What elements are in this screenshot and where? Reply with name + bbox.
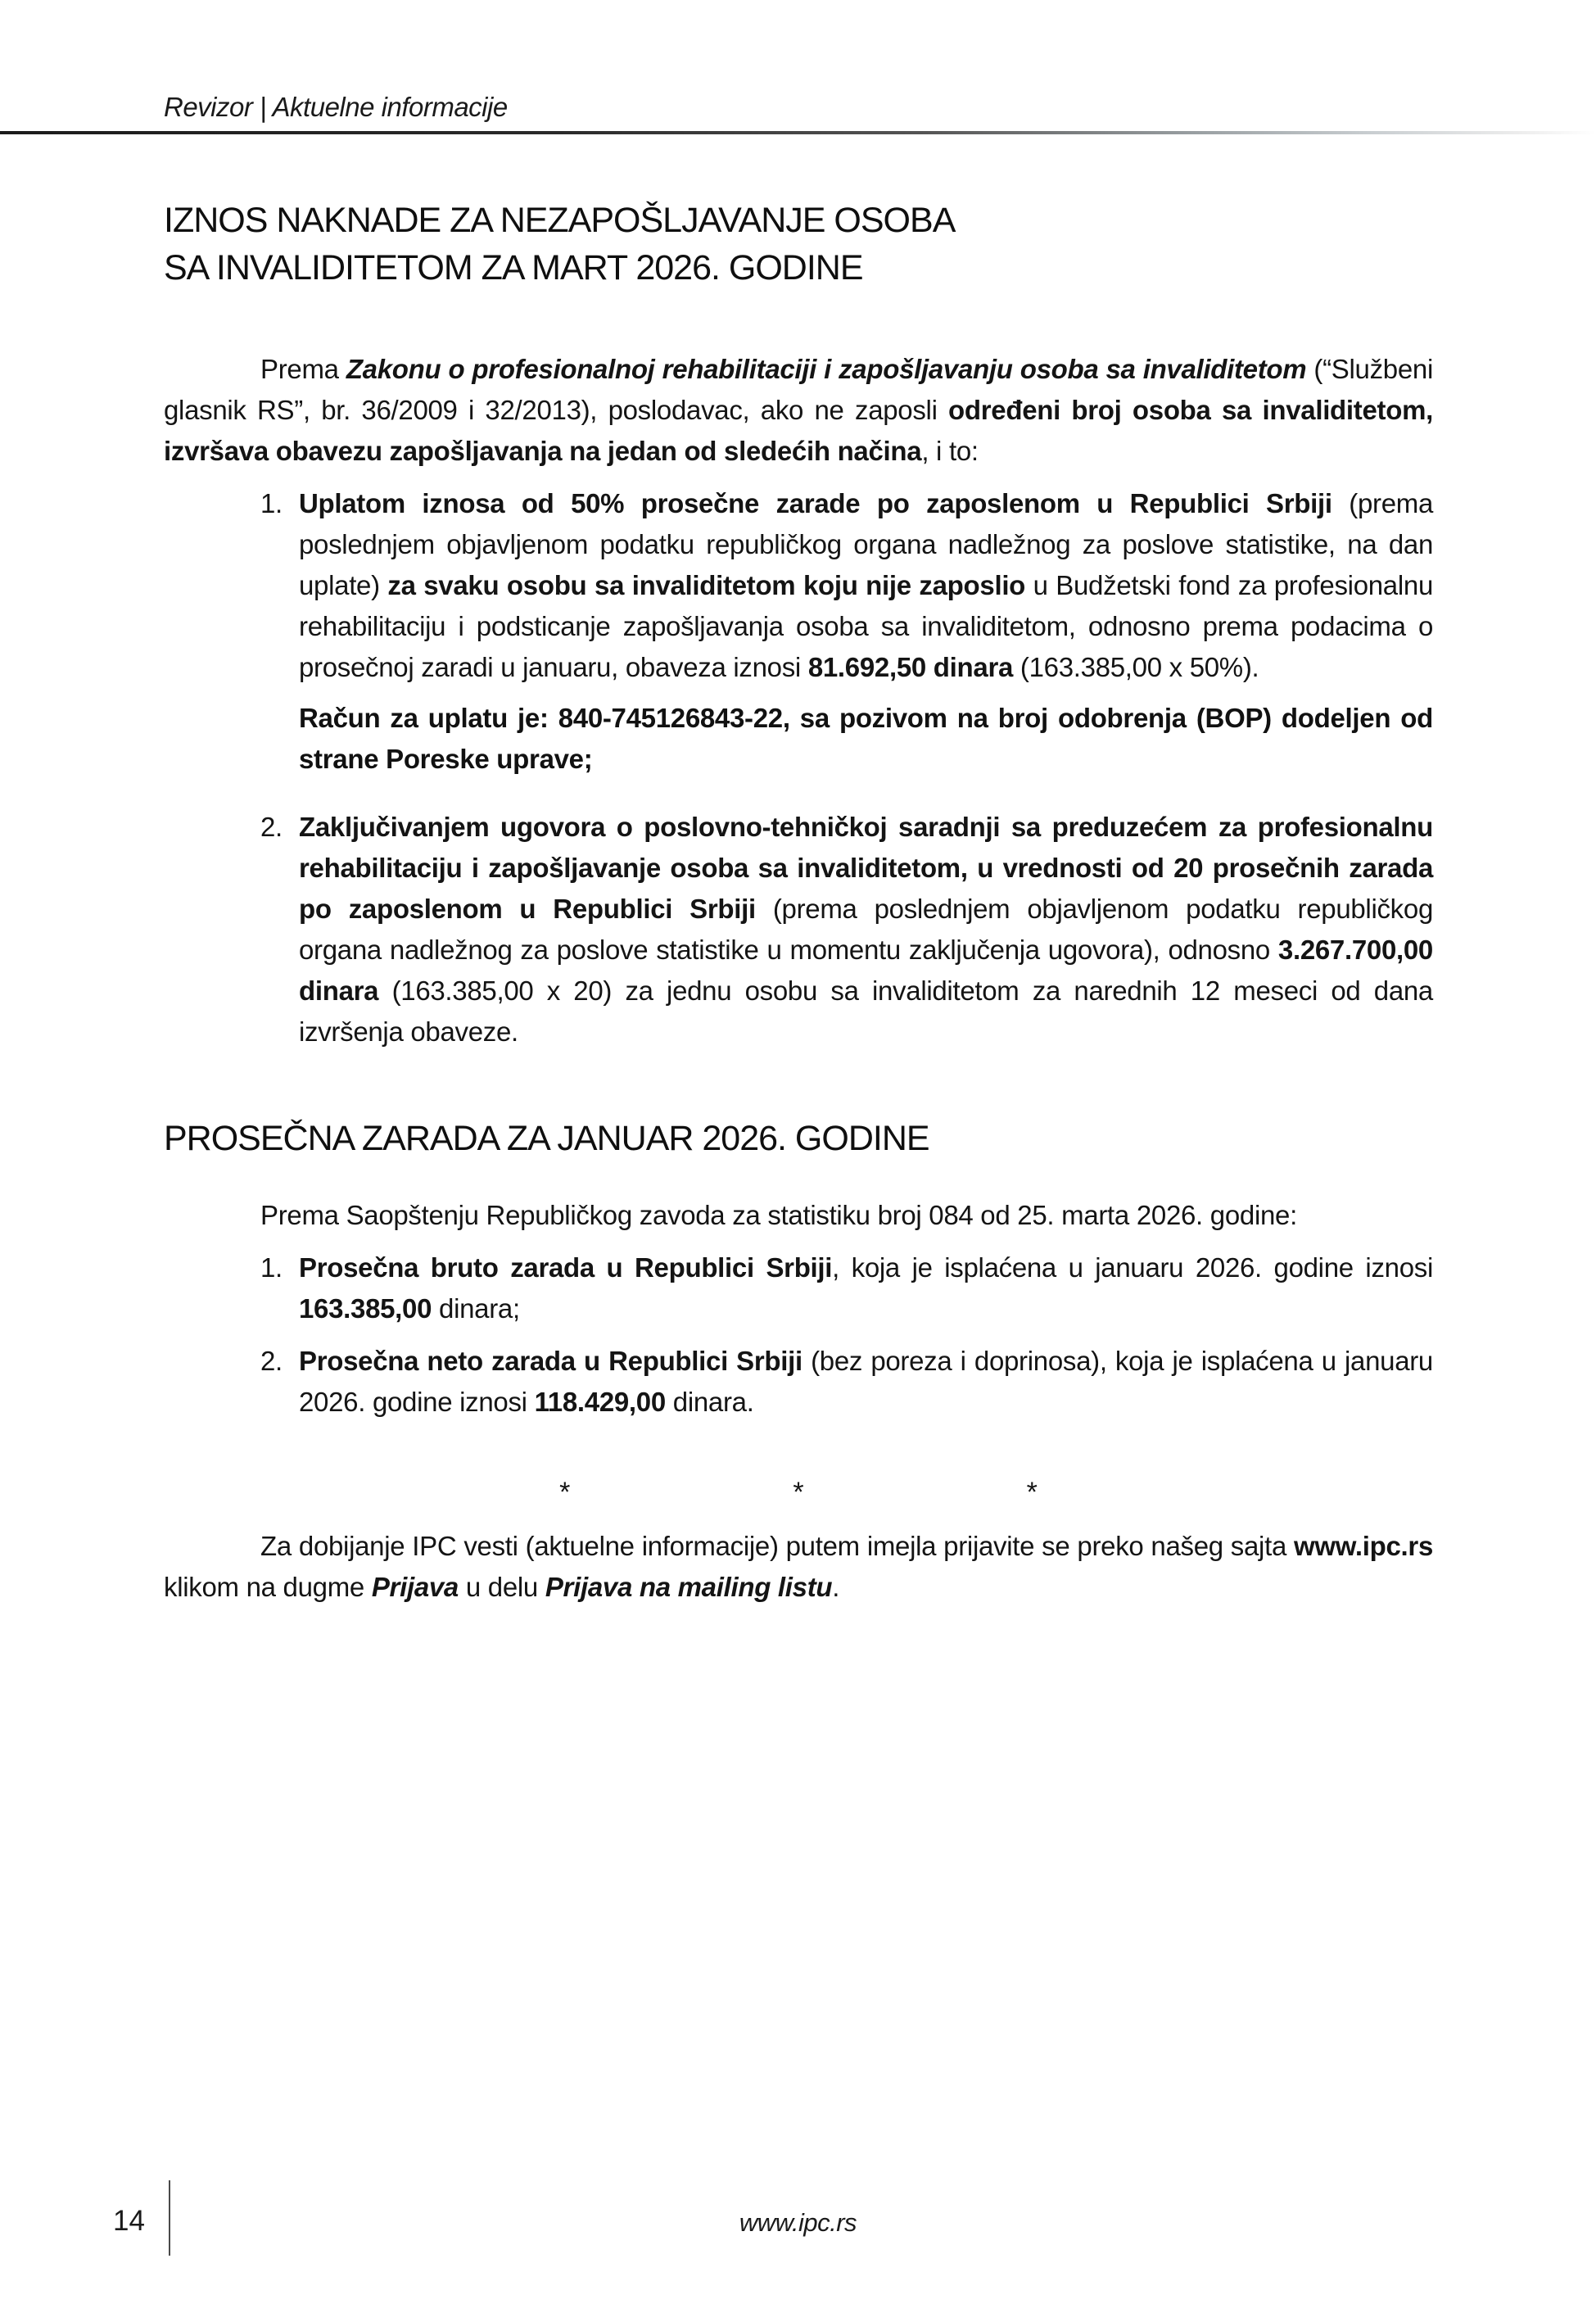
footer-site-url: www.ipc.rs [739, 2208, 857, 2237]
separator-asterisk: * [1026, 1477, 1038, 1508]
list-item-text: Uplatom iznosa od 50% prosečne zarade po zaposlenom u Republici Srbiji (prema poslednjem objavljenom podatku republičkog organa nadležnog za poslove statistike, na dan uplate) za svaku osobu sa invaliditetom koju nije zaposlio u Budžetski fond za profesionalnu rehabilitaciju i podsticanje zapošljavanja osoba sa invaliditetom, odnosno prema podacima o prosečnoj zaradi u januaru, obaveza iznosi 81.692,50 dinara (163.385,00 x 50%). [299, 488, 1433, 682]
running-header-text: Revizor | Aktuelne informacije [164, 92, 508, 122]
section-separator [164, 1472, 1433, 1513]
section1-heading-line2: SA INVALIDITETOM ZA MART 2026. GODINE [164, 248, 863, 287]
list-item-text: Prosečna bruto zarada u Republici Srbiji, koja je isplaćena u januaru 2026. godine iznosi 163.385,00 dinara; [299, 1252, 1433, 1324]
list-item-number: 2. [260, 812, 283, 842]
list-item-number: 1. [260, 1252, 283, 1283]
document-content [164, 0, 1433, 1608]
section1-intro-paragraph: Prema Zakonu o profesionalnoj rehabilitaciji i zapošljavanju osoba sa invaliditetom (“Službeni glasnik RS”, br. 36/2009 i 32/2013), poslodavac, ako ne zaposli određeni broj osoba sa invaliditetom, izvršava obavezu zapošljavanja na jedan od sledećih načina, i to: [164, 354, 1433, 466]
section2-intro-paragraph: Prema Saopštenju Republičkog zavoda za statistiku broj 084 od 25. marta 2026. godine: [260, 1200, 1297, 1230]
list-item-text: Prosečna neto zarada u Republici Srbiji (bez poreza i doprinosa), koja je isplaćena u januaru 2026. godine iznosi 118.429,00 dinara. [299, 1346, 1433, 1417]
separator-asterisk: * [793, 1477, 804, 1508]
footer-page-number: 14 [113, 2205, 145, 2237]
separator-asterisk: * [559, 1477, 571, 1508]
list-item-text: Zaključivanjem ugovora o poslovno-tehničkoj saradnji sa preduzećem za profesionalnu rehabilitaciju i zapošljavanje osoba sa invaliditetom, u vrednosti od 20 prosečnih zarada po zaposlenom u Republici Srbiji (prema poslednjem objavljenom podatku republičkog organa nadležnog za poslove statistike u momentu zaključenja ugovora), odnosno 3.267.700,00 dinara (163.385,00 x 20) za jednu osobu sa invaliditetom za narednih 12 meseci od dana izvršenja obaveze. [299, 812, 1433, 1047]
section1-heading [164, 197, 1433, 292]
section2-list-item-1 [164, 1247, 1433, 1329]
list-item-number: 2. [260, 1346, 283, 1376]
section1-heading-line1: IZNOS NAKNADE ZA NEZAPOŠLJAVANJE OSOBA [164, 201, 956, 240]
section2-heading: PROSEČNA ZARADA ZA JANUAR 2026. GODINE [164, 1119, 929, 1158]
list-item-number: 1. [260, 488, 283, 518]
section1-list-item-2 [164, 807, 1433, 1052]
section1-list-item-1 [164, 483, 1433, 688]
section2-list-item-2 [164, 1341, 1433, 1423]
closing-paragraph: Za dobijanje IPC vesti (aktuelne informacije) putem imejla prijavite se preko našeg sajta www.ipc.rs klikom na dugme Prijava u delu Prijava na mailing listu. [164, 1531, 1433, 1602]
payment-account-note: Račun za uplatu je: 840-745126843-22, sa pozivom na broj odobrenja (BOP) dodeljen od strane Poreske uprave; [299, 703, 1433, 774]
